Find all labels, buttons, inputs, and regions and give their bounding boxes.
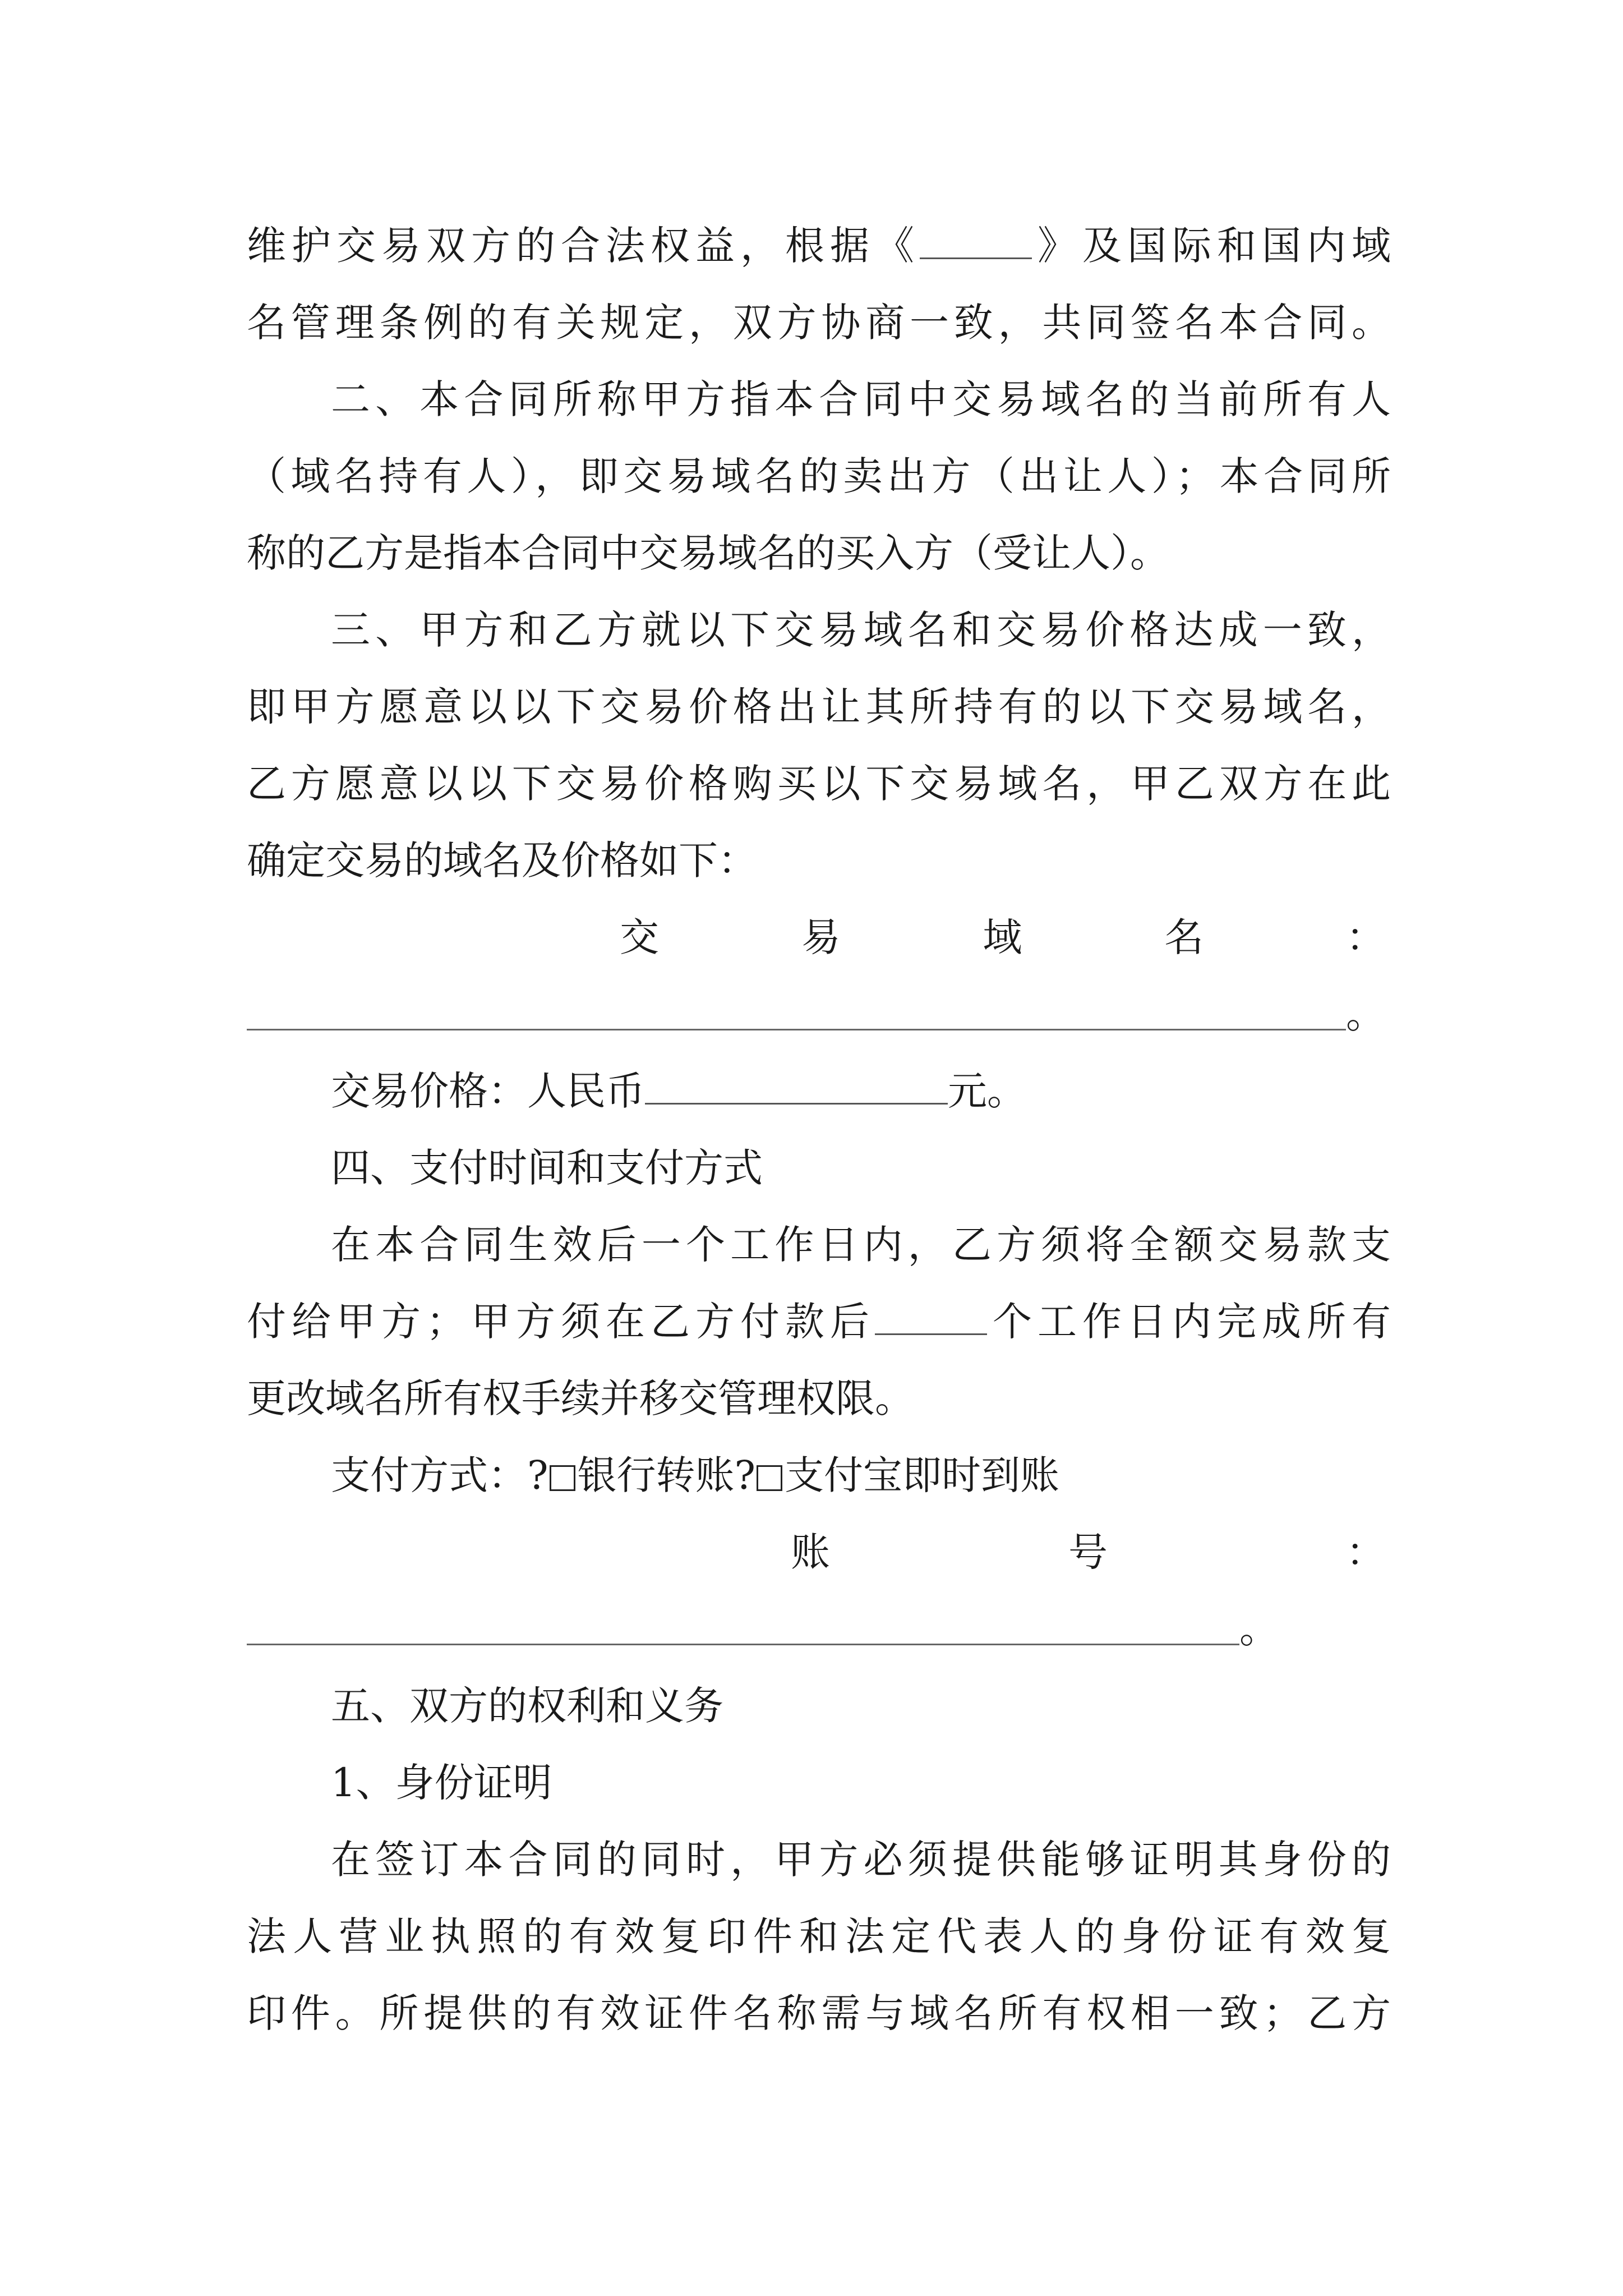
bank-transfer-checkbox[interactable]: [550, 1465, 575, 1491]
workdays-blank[interactable]: [875, 1300, 987, 1335]
paragraph-line: 名管理条例的有关规定，双方协商一致，共同签名本合同。: [247, 300, 1391, 346]
section-4-heading: 四、支付时间和支付方式: [331, 1145, 763, 1191]
account-fill-line[interactable]: 。: [247, 1591, 1391, 1668]
paragraph-line: 更改域名所有权手续并移交管理权限。: [247, 1375, 914, 1421]
section-5-heading: 五、双方的权利和义务: [331, 1683, 723, 1729]
paragraph-line: 在本合同生效后一个工作日内，乙方须将全额交易款支: [331, 1222, 1391, 1268]
subsection-1-heading: 1、身份证明: [331, 1760, 552, 1806]
paragraph-line: （域名持有人），即交易域名的卖出方（出让人）；本合同所: [247, 453, 1391, 499]
law-name-blank[interactable]: [920, 224, 1032, 259]
paragraph-line: 乙方愿意以以下交易价格购买以下交易域名，甲乙双方在此: [247, 761, 1391, 807]
account-blank[interactable]: [247, 1643, 1239, 1645]
paragraph-line: 付给甲方；甲方须在乙方付款后 个工作日内完成所有: [247, 1299, 1391, 1345]
payment-method-line: 支付方式：? 银行转账? 支付宝即时到账: [331, 1452, 1060, 1498]
paragraph-line: 确定交易的域名及价格如下：: [247, 838, 757, 884]
clause-2-line: 二、本合同所称甲方指本合同中交易域名的当前所有人: [331, 376, 1391, 422]
contract-page: [247, 208, 1391, 2052]
paragraph-line: 在签订本合同的同时，甲方必须提供能够证明其身份的: [331, 1837, 1391, 1883]
alipay-checkbox[interactable]: [757, 1465, 782, 1491]
domain-fill-line[interactable]: 。: [247, 976, 1391, 1053]
clause-3-line: 三、甲方和乙方就以下交易域名和交易价格达成一致，: [331, 607, 1391, 653]
price-blank[interactable]: [645, 1069, 948, 1105]
account-label: 账 号 ：: [791, 1529, 1385, 1575]
paragraph-line: 称的乙方是指本合同中交易域名的买入方（受让人）。: [247, 530, 1169, 576]
paragraph-line: 法人营业执照的有效复印件和法定代表人的身份证有效复: [247, 1913, 1391, 1959]
paragraph-line: 维护交易双方的合法权益，根据《 》及国际和国内域: [247, 223, 1391, 269]
price-line: 交易价格：人民币 元。: [331, 1068, 1026, 1114]
domain-label: 交 易 域 名 ：: [620, 914, 1385, 960]
domain-blank[interactable]: [247, 1028, 1346, 1030]
paragraph-line: 印件。所提供的有效证件名称需与域名所有权相一致；乙方: [247, 1990, 1391, 2036]
paragraph-line: 即甲方愿意以以下交易价格出让其所持有的以下交易域名，: [247, 684, 1391, 730]
